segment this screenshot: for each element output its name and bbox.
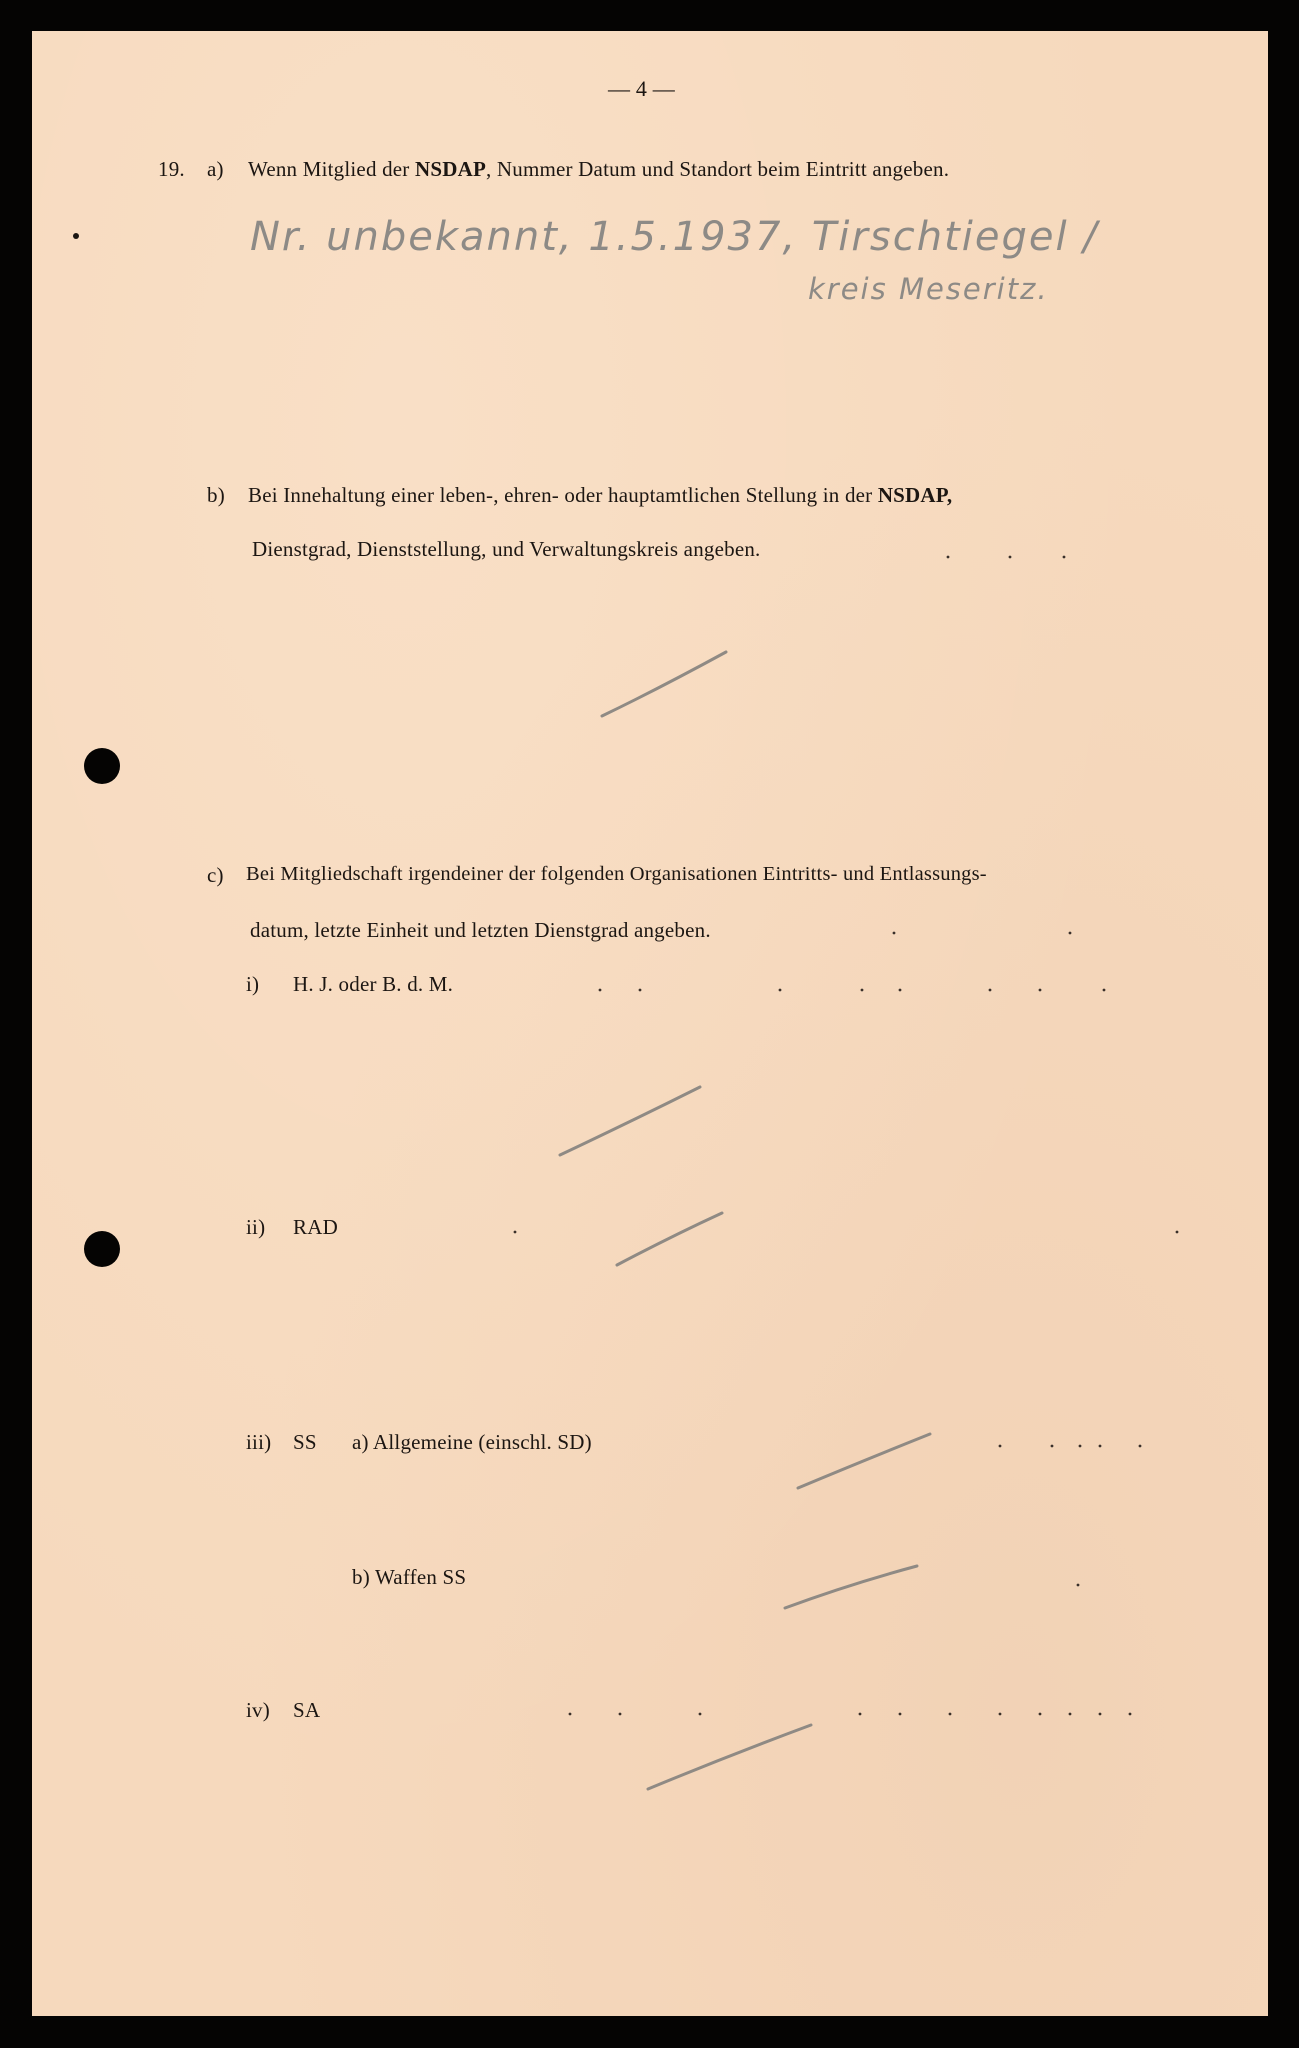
page-number: — 4 — [608,76,675,101]
item-ii-number: ii) [246,1215,266,1239]
item-iv-label: SA [293,1698,321,1722]
document-page [32,31,1268,2016]
item-iii-a: a) Allgemeine (einschl. SD) [352,1430,592,1454]
margin-dot [73,233,79,239]
question-number: 19. [158,157,185,181]
item-a-question: Wenn Mitglied der NSDAP, Nummer Datum und Standort beim Eintritt angeben. [248,157,950,181]
item-a-letter: a) [207,157,224,181]
item-c-question-line2: datum, letzte Einheit und letzten Dienstgrad angeben. [250,918,711,942]
punch-hole-lower [84,1231,120,1267]
handwritten-answer-a-line1: Nr. unbekannt, 1.5.1937, Tirschtiegel / [250,214,1099,260]
item-iii-number: iii) [246,1430,272,1454]
item-i-number: i) [246,972,260,996]
punch-hole-upper [84,748,120,784]
item-ii-label: RAD [293,1215,338,1239]
item-iii-label: SS [293,1430,317,1454]
handwritten-answer-a-line2: kreis Meseritz. [808,272,1049,306]
item-b-question-line1: Bei Innehaltung einer leben-, ehren- oder hauptamtlichen Stellung in der NSDAP, [248,483,953,507]
item-b-question-line2: Dienstgrad, Dienststellung, und Verwaltungskreis angeben. [252,537,761,561]
item-c-question-line1: Bei Mitgliedschaft irgendeiner der folgenden Organisationen Eintritts- und Entlassungs- [246,863,987,885]
item-i-label: H. J. oder B. d. M. [293,972,454,996]
item-b-letter: b) [207,483,225,507]
item-iv-number: iv) [246,1698,270,1722]
item-iii-b: b) Waffen SS [352,1565,467,1589]
item-c-letter: c) [207,863,224,887]
